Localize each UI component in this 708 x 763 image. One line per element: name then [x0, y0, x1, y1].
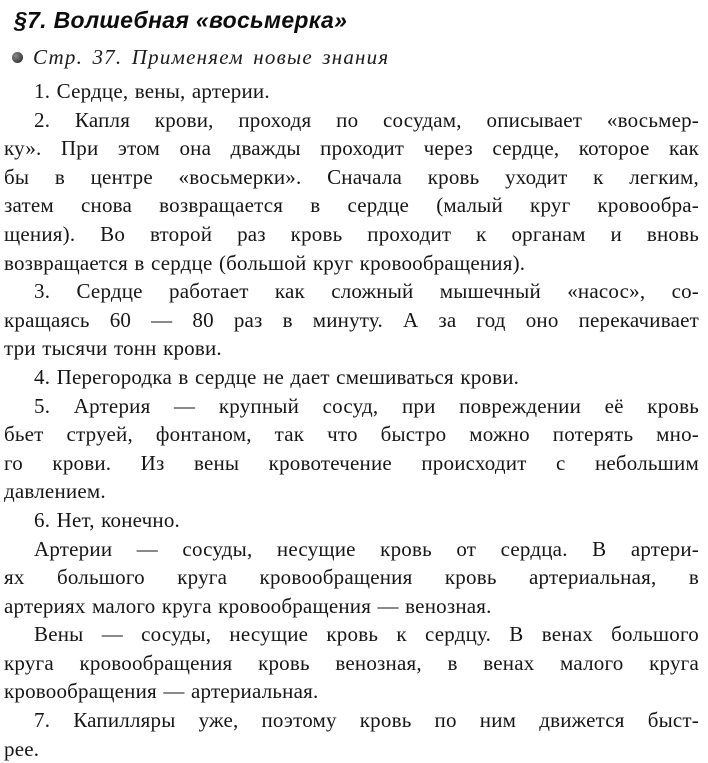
text-line: Вены — сосуды, несущие кровь к сердцу. В венах большого: [34, 622, 699, 647]
text-line: кращаясь 60 — 80 раз в минуту. А за год оно перекачивает: [4, 307, 699, 332]
text-line: 1. Сердце, вены, артерии.: [34, 79, 270, 103]
paragraph: [4, 392, 699, 506]
paragraph: [4, 535, 699, 621]
section-title: §7. Волшебная «восьмерка»: [14, 7, 348, 33]
text-line: 4. Перегородка в сердце не дает смешиваться крови.: [34, 364, 520, 389]
text-line: бьет струей, фонтаном, так что быстро можно потерять мно-: [4, 422, 699, 447]
text-line: 3. Сердце работает как сложный мышечный «насос», со-: [34, 279, 699, 304]
paragraph: [4, 706, 699, 763]
text-line: артериях малого круга кровообращения — венозная.: [4, 593, 492, 618]
text-line: возвращается в сердце (большой круг кровообращения).: [4, 250, 526, 275]
text-line: ях большого круга кровообращения кровь артериальная, в: [4, 565, 699, 590]
text-line: рее.: [4, 736, 40, 761]
text-line: Артерии — сосуды, несущие кровь от сердца. В артери-: [34, 536, 699, 561]
text-line: ку». При этом она дважды проходит через сердце, которое как: [4, 136, 699, 161]
text-line: 6. Нет, конечно.: [34, 507, 181, 532]
subheader: [0, 33, 708, 69]
text-line: 5. Артерия — крупный сосуд, при повреждении её кровь: [34, 393, 699, 418]
bullet-icon: [12, 52, 23, 63]
paragraph: [4, 506, 699, 535]
text-line: бы в центре «восьмерки». Сначала кровь уходит к легким,: [4, 164, 699, 189]
text-line: кровообращения — артериальная.: [4, 679, 319, 704]
text-line: затем снова возвращается в сердце (малый круг кровообра-: [4, 193, 699, 218]
paragraph: [4, 363, 699, 392]
paragraph: [4, 620, 699, 706]
paragraph: [4, 77, 699, 106]
paragraph: [4, 277, 699, 363]
text-line: 7. Капилляры уже, поэтому кровь по ним движется быст-: [34, 708, 699, 733]
answers-text: [0, 69, 708, 763]
subheader-label: Стр. 37. Применяем новые знания: [33, 45, 390, 69]
text-line: давлением.: [4, 479, 106, 504]
text-line: щения). Во второй раз кровь проходит к органам и вновь: [4, 221, 699, 246]
text-line: круга кровообращения кровь венозная, в венах малого круга: [4, 650, 699, 675]
text-line: го крови. Из вены кровотечение происходит с небольшим: [4, 450, 699, 475]
paragraph: [4, 106, 699, 278]
text-line: три тысячи тонн крови.: [4, 336, 222, 361]
text-line: 2. Капля крови, проходя по сосудам, описывает «восьмер-: [34, 107, 699, 132]
